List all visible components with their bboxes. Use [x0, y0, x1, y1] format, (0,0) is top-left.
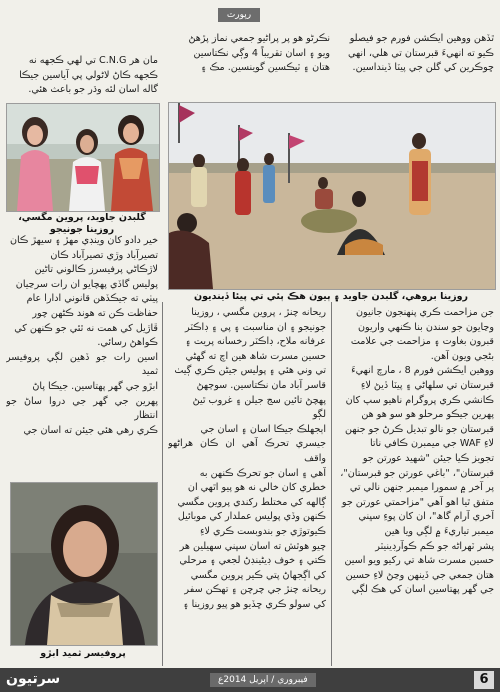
line: متفق ٿيا اهو آهي "مزاحمتي عورتن جو: [341, 496, 494, 508]
line: ريحانه چنڙ ، پروين مگسي ، روزينا: [191, 307, 326, 318]
line: حفاظت ڪن ته هوند ڪڻهن چور: [32, 307, 158, 319]
line: ڪتي ۽ خوف ڊيڻينڊڻ لجعي ۽ مرحلي: [179, 555, 326, 567]
text-column-middle-top: [170, 32, 330, 78]
line: پهرين جي گهر جي دروا ساڻ جو انتظار: [6, 395, 158, 422]
line: خطري کان خالي نه هو پيو اٿهي ان: [187, 482, 326, 494]
page-footer: [0, 668, 500, 692]
line: لاءِ WAF جي ميمبرن ڪافي ناتا: [369, 438, 494, 450]
line: ڪانشي ڪري پروگرام ناهيو سپ کان: [345, 394, 494, 406]
line: تي وني هئي ۽ پوليس جيڻن ڪري ڳيٺ: [174, 365, 326, 377]
line: لڳو: [312, 409, 326, 421]
line: گاله اسان لئه وڌر جو باعث هئي.: [28, 84, 158, 96]
text-column-right-top: [338, 32, 494, 78]
text-column-middle-bottom: [168, 306, 326, 666]
line: حسين مسرت شاھ تي رکيو ويو اسين: [344, 555, 494, 567]
line: ڪيوتوڙي جو بندوبست ڪري لاءِ: [199, 525, 326, 537]
line: ووهين ايڪشن فورم 8 ، مارچ انهيءَ: [351, 365, 494, 377]
line: جي گهر پهتاسين اسان کي هڪ لڳي: [351, 584, 494, 596]
column-divider: [331, 302, 332, 666]
page-number: 6: [474, 671, 494, 689]
photo-portrait: [10, 482, 158, 646]
line: ميمبر تياريءَ ۾ لڳي ويا هين: [384, 525, 494, 537]
line: قبرستان تي سلهاڻي ۽ پيٽا ڏيڻ لاءِ: [360, 379, 494, 391]
caption-portrait: پروفيسر ثميد ابڙو: [40, 648, 126, 659]
line: نڪرڻو هو پر پراڻيو جمعي نماز پڙهڻ: [188, 33, 330, 44]
line: پشر ٽهراڻه جو ڪم ڪوآرڊينيٽر: [375, 540, 494, 552]
line: تصيرآباد وڙي تصيرآباد ڪان: [50, 249, 158, 261]
line: هتان ۽ ٽيڪسين گوينسين. مڪ ۽: [200, 62, 330, 74]
photo-field-gathering: [168, 102, 496, 290]
issue-label: فيبروري / اپريل 2014ع: [210, 673, 316, 687]
line: قبرستان"، "باغي عورتن جو قبرستان"،: [340, 467, 494, 479]
line: کي اڳجهاڻ پتي ڪير پروين مگسي: [190, 569, 326, 581]
line: ڪجهه ڪاڻ لاڻولي پي آياسين جيڪا: [19, 69, 158, 81]
line: هتان جمعي جي ڏينهن وڃڻ لاءِ حسين: [345, 569, 494, 581]
line: ٿڏهن ووهين ايڪشن فورم جو فيصلو: [349, 33, 494, 44]
line: پر آخر ۾ سمورا ميمبر جنهن نالي تي: [349, 482, 494, 494]
caption-top-left: گلبدن جاويد، پروين مگسي، روزينا جونيجو: [18, 212, 146, 235]
line: وڃايون جو سندن بنا ڪنهي واريون: [357, 321, 494, 333]
line: کي سولو ڪري ڇڏيو هو پيو روزينا ۽: [182, 598, 326, 610]
line: قبرستان جو نالو تبديل ڪرڻ جو جنهن: [345, 423, 494, 435]
line: حسين مسرت شاھ هين اچ ته گهڻي: [185, 350, 326, 362]
line: ريحانه چنڙ جي چرچن ۽ تهڪن سفر: [184, 584, 326, 596]
line: عرفانه ملاح، ڊاڪٽر رخسانه پريت ۽: [185, 336, 326, 348]
line: اٻجهلڪ جيڪا اسان ۽ اسان جي: [200, 423, 326, 435]
line: ويو ۽ اسان تقريباً 4 وڳي نڪتاسين: [193, 47, 330, 59]
line: جن مزاحمت ڪري پنهنجون جانيون: [355, 307, 494, 318]
line: جونيجو ۽ ان مناسبت ۽ پي ۽ ڊاڪٽر: [185, 321, 326, 333]
line: قاسر آباد مان نڪتاسين. سوڄهڻ: [196, 379, 326, 391]
line: خير دادو کان وينڊي مهڙ ۽ سيھڙ ڪان: [9, 235, 158, 246]
line: ابڙو جي گهر پهتاسين. جيڪا پاڻ: [32, 380, 158, 392]
line: مان هر C.N.G تي لهي ڪجهه نه: [28, 55, 158, 66]
text-column-left-middle: [6, 234, 158, 478]
line: ڦاڙيل کي همت نه ٿئي جو ڪنهن کي: [14, 322, 158, 334]
line: بڻجي ويون آهن.: [430, 350, 494, 362]
line: ڪري رهي هئي جيئن ته اسان جي: [23, 424, 158, 436]
caption-top-right: روزينا بروهي، گلبدن جاويد ۽ ٻيون هڪ ٻئي تي پيئا ڏينديون: [193, 291, 469, 302]
line: قبرون بغاوت ۽ مزاحمت جي علامت: [350, 336, 494, 348]
line: اسين رات جو ڏهين لڳي پروفيسر ثميد: [6, 351, 158, 378]
line: پهرين جيڪو مرحلو هو سو هو هن: [361, 409, 494, 421]
section-banner: رپورٽ: [218, 8, 260, 22]
line: ڪنهن وڏي پوليس عملدار کي موبائيل: [177, 511, 326, 523]
line: لاڙڪاڻي پرفيسرز ڪالوني تاڻين: [34, 264, 158, 276]
column-divider: [162, 302, 163, 666]
magazine-name: سرتيون: [6, 671, 61, 687]
line: پهچڻ تائين سج جيلن ۽ غروب ٿيڻ: [192, 394, 326, 406]
line: ڪيو ته انهيءَ قبرستان تي هلي، انهي: [348, 47, 494, 59]
line: آخري آرام گاھ"، ان کان پوءِ سڀني: [358, 511, 494, 523]
line: ڪواهڻ رسائي.: [97, 337, 158, 349]
line: ڇوڪرين کي گلن جي پيٽا ڏينداسين.: [352, 62, 494, 74]
line: پوليس گاڏي پهچايو ان رات سرڃيان: [15, 278, 158, 290]
line: چيو هوٿش ته اسان سڀني سهيلين هر: [179, 540, 326, 552]
line: جيسري تحرڪ آهي ان ڪان هراڻهو واقف: [168, 438, 326, 464]
line: پيٺي ته جيڪڏهن قانوني ادارا عام: [26, 293, 158, 305]
line: تجويز ڪيا جيئن "شهيد عورتن جو: [362, 452, 494, 464]
photo-three-women: [6, 103, 160, 212]
line: ڳالهه کي مختلط رکندي پروين مگسي: [177, 496, 326, 508]
line: آهي ۽ اسان جو تحرڪ ڪنهن به: [199, 467, 326, 479]
text-column-left-top: [6, 54, 158, 100]
text-column-right-bottom: [336, 306, 494, 666]
